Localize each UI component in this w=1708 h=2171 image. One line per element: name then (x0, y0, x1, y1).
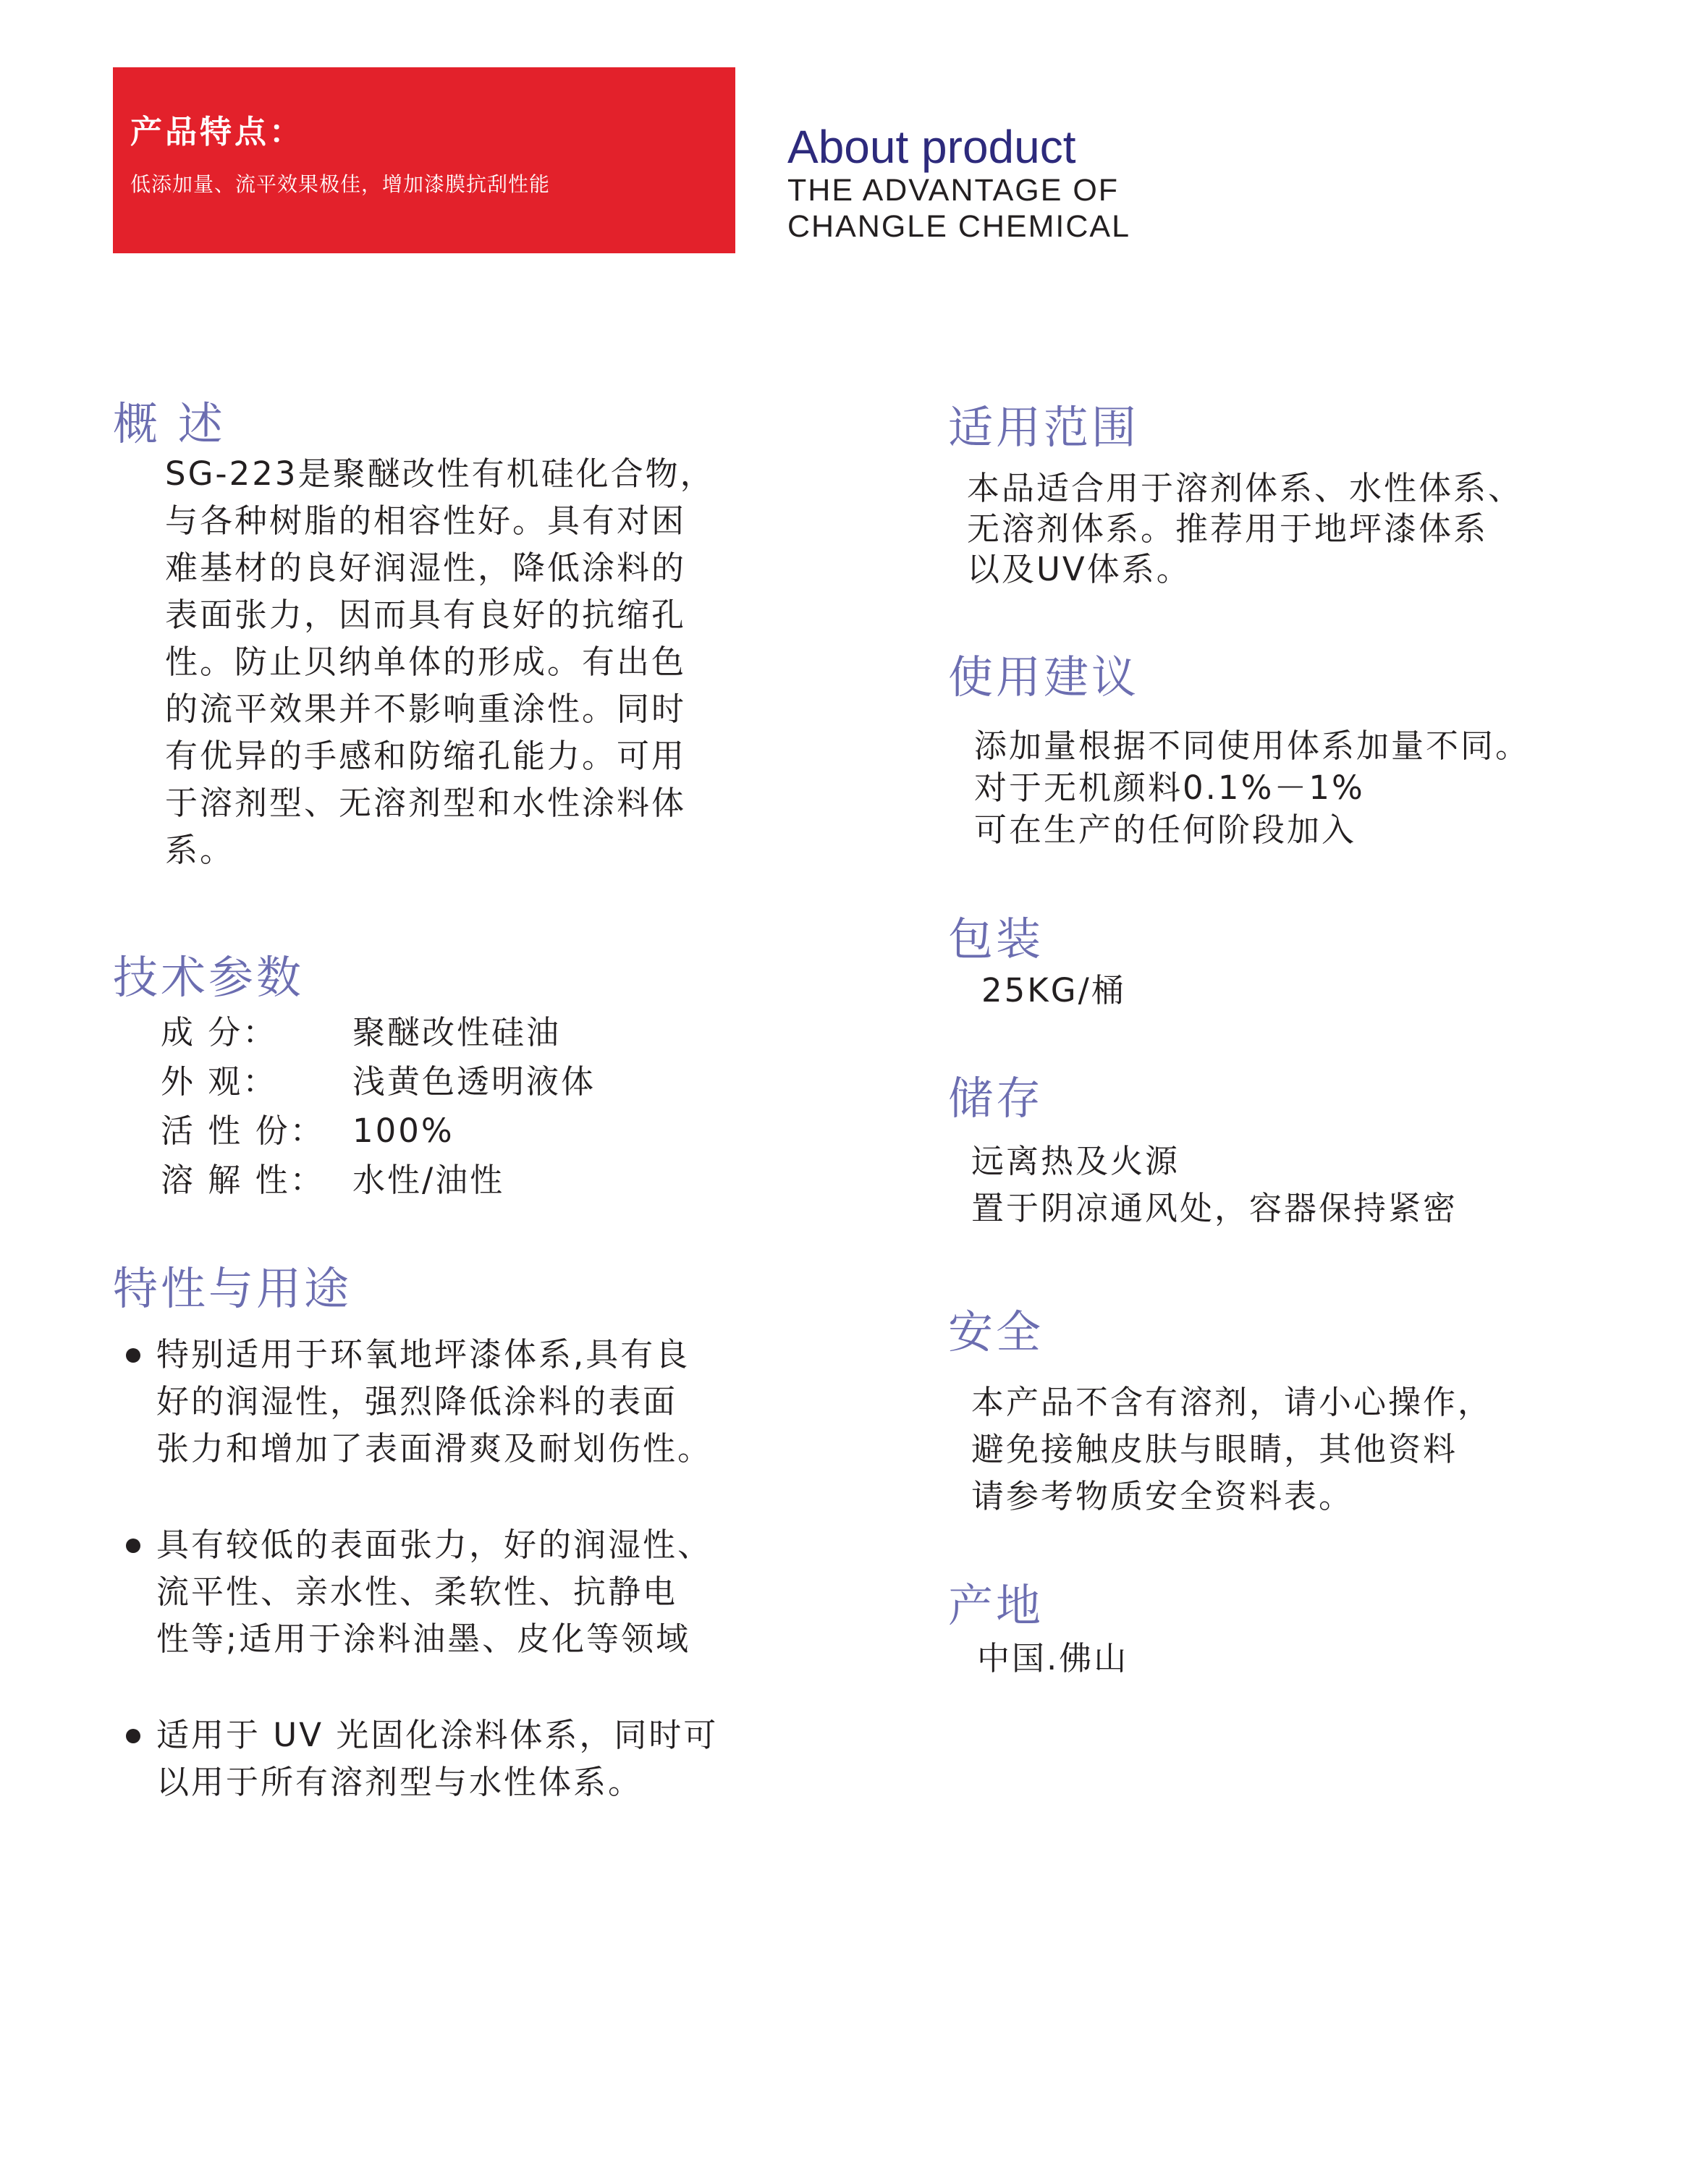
usage-line: 可在生产的任何阶段加入 (974, 811, 1357, 849)
overview-heading: 概 述 (113, 397, 226, 450)
about-line-1: THE ADVANTAGE OF (787, 173, 1120, 208)
features-heading: 特性与用途 (113, 1262, 352, 1315)
features-section (113, 1263, 718, 1855)
product-features-banner (113, 67, 735, 253)
overview-line: 的流平效果并不影响重涂性。同时 (165, 690, 687, 728)
param-label: 外 观： (161, 1062, 278, 1101)
usage-line: 添加量根据不同使用体系加量不同。 (974, 727, 1531, 765)
feature-line: 流平性、亲水性、柔软性、抗静电 (156, 1573, 678, 1611)
safety-section (948, 1306, 1492, 1520)
param-row (161, 1008, 596, 1057)
origin-heading: 产地 (948, 1579, 1044, 1632)
usage-section (948, 651, 1530, 851)
overview-line: 性。防止贝纳单体的形成。有出色 (165, 643, 687, 681)
bullet-icon (126, 1729, 140, 1743)
feature-line: 适用于 UV 光固化涂料体系，同时可 (156, 1716, 719, 1754)
origin-line: 中国.佛山 (977, 1639, 1129, 1677)
scope-line: 无溶剂体系。推荐用于地坪漆体系 (967, 509, 1489, 548)
feature-line: 好的润湿性，强烈降低涂料的表面 (156, 1382, 678, 1421)
param-label: 成 分： (161, 1013, 278, 1051)
feature-item (126, 1711, 718, 1806)
param-value: 水性/油性 (352, 1161, 505, 1199)
storage-section (948, 1072, 1458, 1232)
feature-line: 张力和增加了表面滑爽及耐划伤性。 (156, 1429, 713, 1468)
origin-section (948, 1580, 1128, 1682)
feature-line: 特别适用于环氧地坪漆体系,具有良 (156, 1335, 690, 1374)
safety-line: 避免接触皮肤与眼睛，其他资料 (971, 1430, 1458, 1468)
param-value: 聚醚改性硅油 (352, 1013, 562, 1051)
tech-params-section (113, 952, 596, 1205)
overview-line: SG-223是聚醚改性有机硅化合物， (165, 454, 715, 493)
overview-line: 系。 (165, 831, 235, 869)
param-value: 浅黄色透明液体 (352, 1062, 596, 1101)
overview-line: 表面张力，因而具有良好的抗缩孔 (165, 596, 687, 634)
packaging-heading: 包装 (948, 913, 1044, 965)
about-line-2: CHANGLE CHEMICAL (787, 209, 1131, 244)
overview-line: 与各种树脂的相容性好。具有对困 (165, 502, 687, 540)
feature-line: 具有较低的表面张力，好的润湿性、 (156, 1525, 713, 1564)
param-row (161, 1106, 596, 1156)
usage-heading: 使用建议 (948, 651, 1140, 703)
overview-section (113, 398, 715, 873)
tech-params-heading: 技术参数 (113, 951, 305, 1004)
feature-line: 以用于所有溶剂型与水性体系。 (156, 1763, 643, 1801)
usage-line: 对于无机颜料0.1%－1% (974, 769, 1365, 807)
scope-line: 以及UV体系。 (967, 550, 1191, 588)
storage-line: 远离热及火源 (971, 1142, 1180, 1180)
param-label: 活 性 份： (161, 1112, 325, 1150)
storage-line: 置于阴凉通风处，容器保持紧密 (971, 1189, 1458, 1227)
safety-line: 本产品不含有溶剂，请小心操作， (971, 1383, 1493, 1421)
packaging-section (948, 913, 1126, 1014)
param-label: 溶 解 性： (161, 1161, 325, 1199)
overview-line: 有优异的手感和防缩孔能力。可用 (165, 737, 687, 775)
scope-heading: 适用范围 (948, 401, 1140, 454)
safety-line: 请参考物质安全资料表。 (971, 1477, 1354, 1515)
feature-line: 性等;适用于涂料油墨、皮化等领域 (156, 1620, 691, 1658)
bullet-icon (126, 1539, 140, 1553)
feature-item (126, 1521, 718, 1662)
about-title: About product (787, 121, 1076, 173)
scope-section (948, 402, 1523, 590)
packaging-line: 25KG/桶 (981, 971, 1126, 1010)
safety-heading: 安全 (948, 1305, 1044, 1358)
about-product-block (787, 122, 1130, 245)
scope-line: 本品适合用于溶剂体系、水性体系、 (967, 469, 1523, 507)
param-value: 100% (352, 1112, 455, 1150)
banner-subtitle: 低添加量、流平效果极佳，增加漆膜抗刮性能 (130, 172, 551, 196)
overview-line: 难基材的良好润湿性，降低涂料的 (165, 549, 687, 587)
banner-title: 产品特点： (130, 114, 304, 151)
feature-item (126, 1331, 718, 1472)
param-row (161, 1156, 596, 1205)
overview-line: 于溶剂型、无溶剂型和水性涂料体 (165, 784, 687, 822)
bullet-icon (126, 1348, 140, 1363)
storage-heading: 储存 (948, 1072, 1044, 1125)
param-row (161, 1057, 596, 1106)
